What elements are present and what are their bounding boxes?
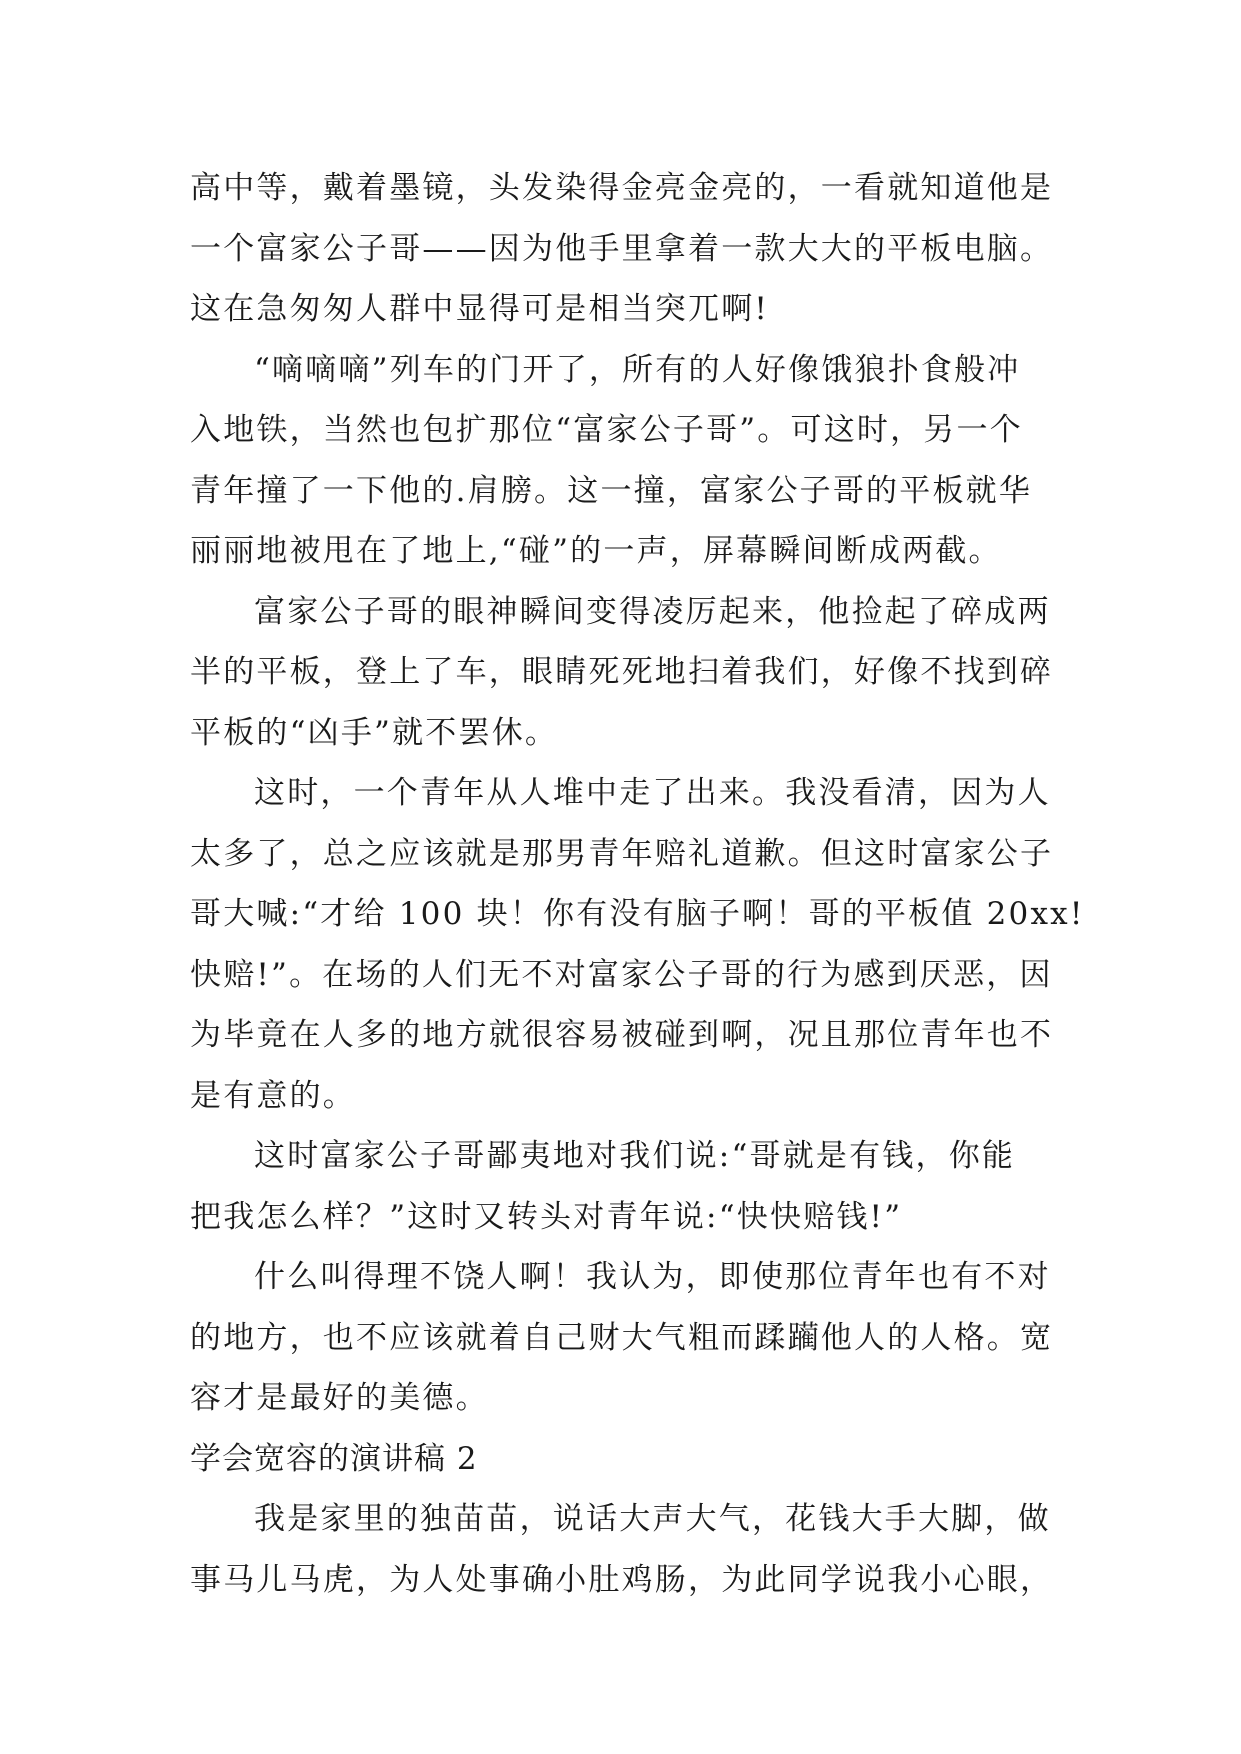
paragraph-first-line: 我是家里的独苗苗，说话大声大气，花钱大手大脚，做 [254, 1501, 1051, 1537]
paragraph-first-line: 富家公子哥的眼神瞬间变得凌厉起来，他捡起了碎成两 [254, 593, 1051, 630]
paragraph-first-line: 这时，一个青年从人堆中走了出来。我没看清，因为人 [254, 775, 1051, 811]
text-line: 是有意的。 [190, 1077, 356, 1114]
paragraph-first-line: “嘀嘀嘀”列车的门开了，所有的人好像饿狼扑食般冲 [254, 351, 1021, 388]
text-line: 哥大喊:“才给 100 块！你有没有脑子啊！哥的平板值 20xx! [190, 896, 1085, 932]
text-line: 太多了，总之应该就是那男青年赔礼道歉。但这时富家公子 [190, 835, 1054, 872]
text-line: 青年撞了一下他的.肩膀。这一撞，富家公子哥的平板就华 [190, 472, 1033, 509]
text-line: 的地方，也不应该就着自己财大气粗而蹂躏他人的人格。宽 [190, 1319, 1054, 1356]
text-line: 为毕竟在人多的地方就很容易被碰到啊，况且那位青年也不 [190, 1017, 1054, 1053]
paragraph-first-line: 这时富家公子哥鄙夷地对我们说:“哥就是有钱，你能 [254, 1138, 1016, 1174]
section-heading: 学会宽容的演讲稿 2 [190, 1440, 478, 1477]
text-line: 入地铁，当然也包扩那位“富家公子哥”。可这时，另一个 [190, 412, 1023, 448]
paragraph-first-line: 什么叫得理不饶人啊！我认为，即使那位青年也有不对 [254, 1259, 1051, 1295]
text-line: 这在急匆匆人群中显得可是相当突兀啊! [190, 291, 770, 327]
text-line: 快赔!”。在场的人们无不对富家公子哥的行为感到厌恶，因 [190, 956, 1053, 993]
document-body [190, 158, 1085, 1610]
text-line: 容才是最好的美德。 [190, 1380, 489, 1416]
text-line: 平板的“凶手”就不罢休。 [190, 714, 559, 751]
text-line: 半的平板，登上了车，眼睛死死地扫着我们，好像不找到碎 [190, 654, 1054, 690]
text-line: 把我怎么样？”这时又转头对青年说:“快快赔钱!” [190, 1198, 903, 1235]
text-line: 高中等，戴着墨镜，头发染得金亮金亮的，一看就知道他是 [190, 170, 1054, 206]
text-line: 事马儿马虎，为人处事确小肚鸡肠，为此同学说我小心眼， [190, 1561, 1054, 1598]
text-line: 丽丽地被甩在了地上,“碰”的一声，屏幕瞬间断成两截。 [190, 533, 1002, 569]
text-line: 一个富家公子哥——因为他手里拿着一款大大的平板电脑。 [190, 230, 1054, 267]
